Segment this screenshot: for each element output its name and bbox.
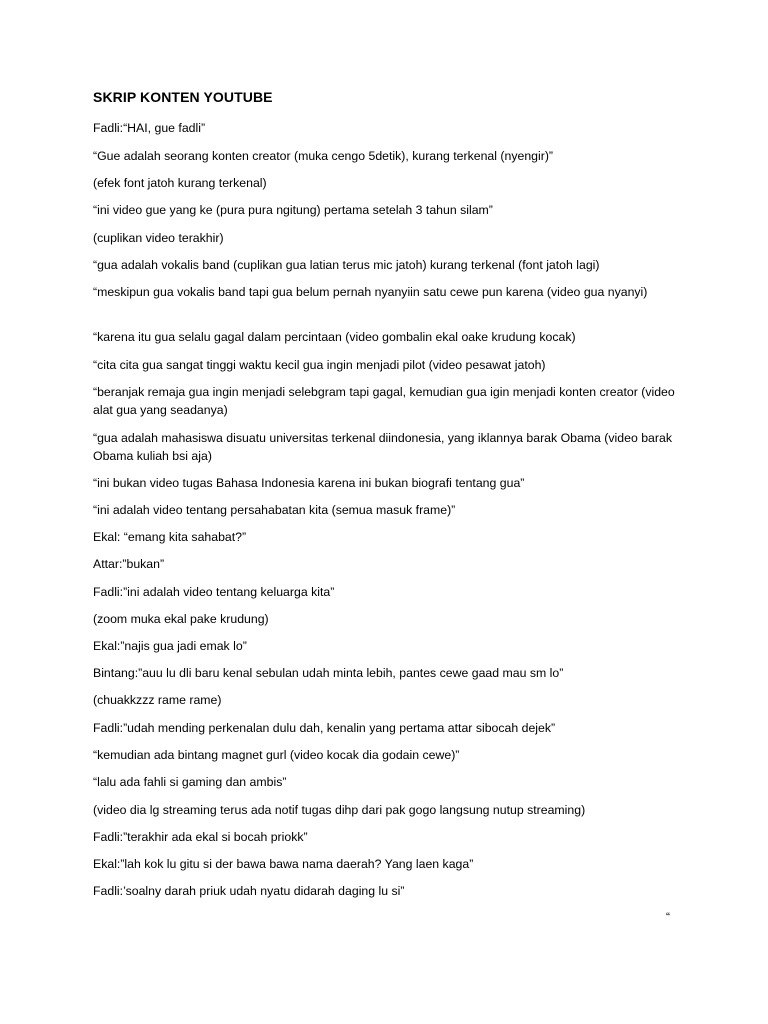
- script-line: Fadli:”ini adalah video tentang keluarga kita”: [93, 585, 335, 599]
- script-line: Ekal: “emang kita sahabat?”: [93, 530, 247, 544]
- script-line: “gua adalah vokalis band (cuplikan gua latian terus mic jatoh) kurang terkenal (font jatoh lagi): [93, 258, 600, 272]
- script-line: Fadli:”udah mending perkenalan dulu dah, kenalin yang pertama attar sibocah dejek”: [93, 721, 556, 735]
- document-title: SKRIP KONTEN YOUTUBE: [93, 89, 273, 105]
- script-line: (video dia lg streaming terus ada notif tugas dihp dari pak gogo langsung nutup streaming): [93, 803, 586, 817]
- trailing-quote-mark: “: [666, 910, 670, 924]
- script-line: “ini video gue yang ke (pura pura ngitung) pertama setelah 3 tahun silam”: [93, 203, 493, 217]
- script-line: Ekal:”najis gua jadi emak lo”: [93, 639, 247, 653]
- script-line: Fadli:’soalny darah priuk udah nyatu didarah daging lu si”: [93, 884, 405, 898]
- script-line: Fadli:”terakhir ada ekal si bocah priokk”: [93, 830, 308, 844]
- script-line: Fadli:“HAI, gue fadli”: [93, 121, 206, 135]
- script-line: Attar:”bukan”: [93, 557, 165, 571]
- script-line: (zoom muka ekal pake krudung): [93, 612, 269, 626]
- script-line: “karena itu gua selalu gagal dalam percintaan (video gombalin ekal oake krudung kocak): [93, 330, 576, 344]
- script-line: “meskipun gua vokalis band tapi gua belum pernah nyanyiin satu cewe pun karena (video gua nyanyi): [93, 285, 648, 299]
- script-line: (cuplikan video terakhir): [93, 231, 224, 245]
- script-line: “Gue adalah seorang konten creator (muka cengo 5detik), kurang terkenal (nyengir)”: [93, 149, 554, 163]
- script-line: “lalu ada fahli si gaming dan ambis”: [93, 775, 287, 789]
- script-line: (efek font jatoh kurang terkenal): [93, 176, 267, 190]
- script-line: “ini bukan video tugas Bahasa Indonesia karena ini bukan biografi tentang gua”: [93, 476, 525, 490]
- script-line: Bintang:”auu lu dli baru kenal sebulan udah minta lebih, pantes cewe gaad mau sm lo”: [93, 666, 564, 680]
- script-line: “beranjak remaja gua ingin menjadi selebgram tapi gagal, kemudian gua igin menjadi konten creator (video alat gua yang seadanya): [93, 385, 675, 417]
- script-line: “cita cita gua sangat tinggi waktu kecil gua ingin menjadi pilot (video pesawat jatoh): [93, 358, 546, 372]
- script-line: Ekal:”lah kok lu gitu si der bawa bawa nama daerah? Yang laen kaga”: [93, 857, 474, 871]
- script-line: “gua adalah mahasiswa disuatu universitas terkenal diindonesia, yang iklannya barak Obama (video barak Obama kuliah bsi aja): [93, 431, 672, 463]
- script-line: “kemudian ada bintang magnet gurl (video kocak dia godain cewe)”: [93, 748, 460, 762]
- script-line: (chuakkzzz rame rame): [93, 693, 222, 707]
- script-line: “ini adalah video tentang persahabatan kita (semua masuk frame)”: [93, 503, 456, 517]
